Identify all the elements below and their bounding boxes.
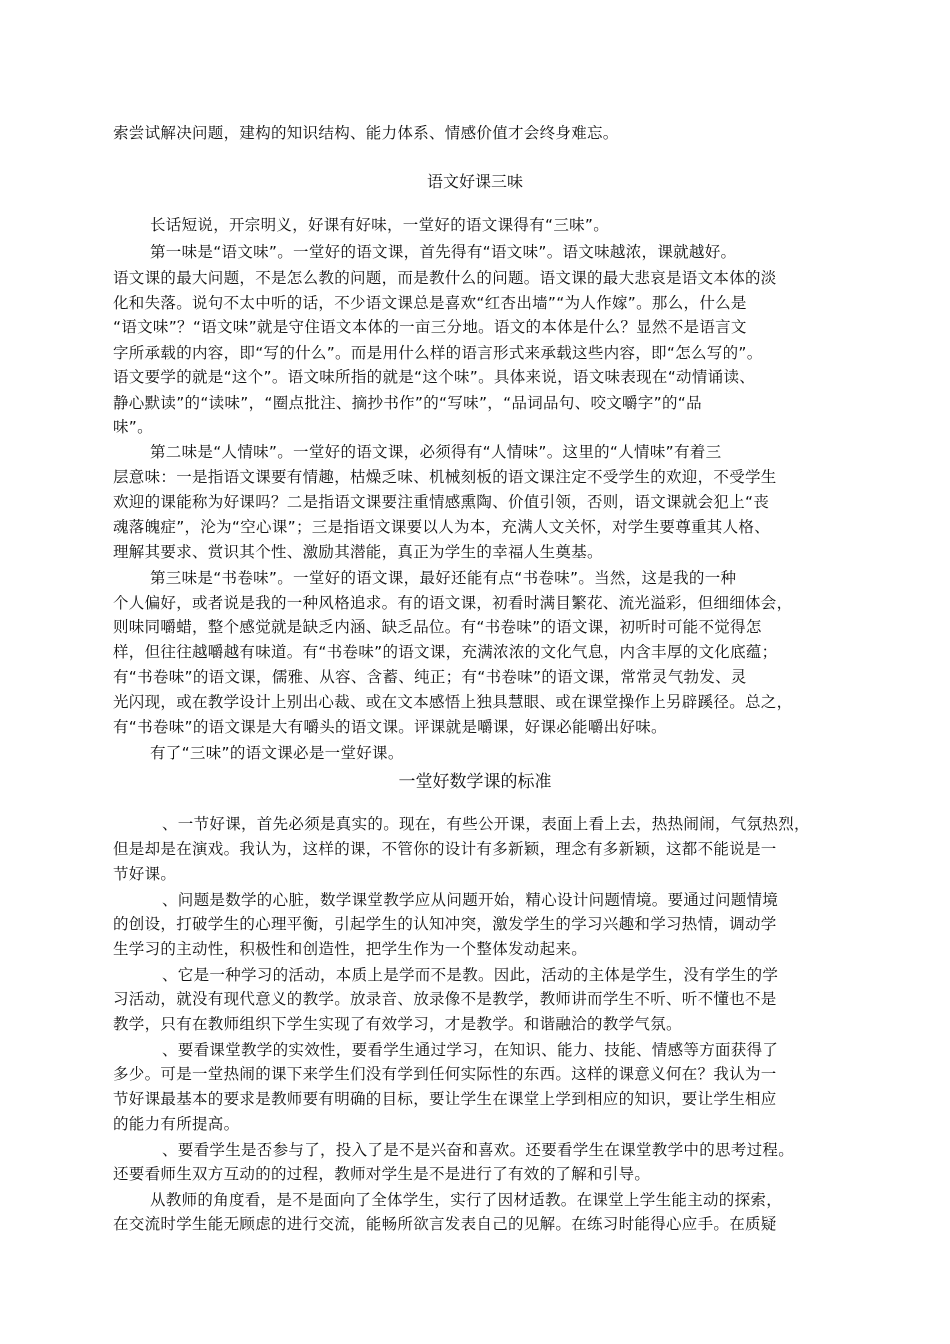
paragraph-line: 多少。可是一堂热闹的课下来学生们没有学到任何实际性的东西。这样的课意义何在？我认为一	[113, 1065, 777, 1083]
section-title-chinese: 语文好课三味	[426, 172, 523, 191]
paragraph-line: 、一节好课，首先必须是真实的。现在，有些公开课，表面上看上去，热热闹闹，气氛热烈，	[162, 815, 810, 833]
section-title-math: 一堂好数学课的标准	[398, 772, 552, 792]
paragraph-line: 还要看师生双方互动的的过程，教师对学生是不是进行了有效的了解和引导。	[113, 1165, 651, 1183]
paragraph-line: 静心默读”的“读味”，“圈点批注、摘抄书作”的“写味”，“品词品句、咬文嚼字”的“品	[113, 394, 702, 412]
paragraph-line: 、问题是数学的心脏，数学课堂教学应从问题开始，精心设计问题情境。要通过问题情境	[162, 891, 779, 909]
paragraph-line: 魂落魄症”，沦为“空心课”；三是指语文课要以人为本，充满人文关怀，对学生要尊重其人格、	[113, 518, 770, 536]
paragraph-line: 节好课。	[113, 865, 177, 883]
paragraph-line: 化和失落。说句不太中听的话，不少语文课总是喜欢“红杏出墙”“为人作嫁”。那么，什么是	[113, 294, 747, 312]
paragraph-line: 但是却是在演戏。我认为，这样的课，不管你的设计有多新颖，理念有多新颖，这都不能说是一	[113, 840, 777, 858]
paragraph-line: 理解其要求、赏识其个性、激励其潜能，真正为学生的幸福人生奠基。	[113, 543, 603, 561]
paragraph-line: 字所承载的内容，即“写的什么”。而是用什么样的语言形式来承载这些内容，即“怎么写的”。	[113, 344, 763, 362]
paragraph-line: 有“书卷味”的语文课，儒雅、从容、含蓄、纯正；有“书卷味”的语文课，常常灵气勃发、灵	[113, 668, 747, 686]
paragraph-line: 味”。	[113, 418, 153, 436]
paragraph-line: 在交流时学生能无顾虑的进行交流，能畅所欲言发表自己的见解。在练习时能得心应手。在质疑	[113, 1215, 777, 1233]
paragraph-line: 、它是一种学习的活动，本质上是学而不是教。因此，活动的主体是学生，没有学生的学	[162, 966, 779, 984]
paragraph-line: 层意味：一是指语文课要有情趣，枯燥乏味、机械刻板的语文课注定不受学生的欢迎，不受学生	[113, 468, 777, 486]
paragraph-line: 语文课的最大问题，不是怎么教的问题，而是教什么的问题。语文课的最大悲哀是语文本体的淡	[113, 269, 777, 287]
paragraph-line: 生学习的主动性，积极性和创造性，把学生作为一个整体发动起来。	[113, 940, 588, 958]
paragraph-line: 欢迎的课能称为好课吗？二是指语文课要注重情感熏陶、价值引领，否则，语文课就会犯上“丧	[113, 493, 770, 511]
paragraph-line: 光闪现，或在教学设计上别出心裁、或在文本感悟上独具慧眼、或在课堂操作上另辟蹊径。总之，	[113, 693, 793, 711]
paragraph-line: 则味同嚼蜡，整个感觉就是缺乏内涵、缺乏品位。有“书卷味”的语文课，初听时可能不觉得怎	[113, 618, 762, 636]
paragraph-line: 、要看课堂教学的实效性，要看学生通过学习，在知识、能力、技能、情感等方面获得了	[162, 1041, 779, 1059]
paragraph-line: 语文要学的就是“这个”。语文味所指的就是“这个味”。具体来说，语文味表现在“动情诵读、	[113, 368, 756, 386]
paragraph-line: 的能力有所提高。	[113, 1115, 240, 1133]
paragraph-line: 教学，只有在教师组织下学生实现了有效学习，才是教学。和谐融洽的教学气氛。	[113, 1015, 682, 1033]
paragraph-line: “语文味”？“语文味”就是守住语文本体的一亩三分地。语文的本体是什么？显然不是语言文	[113, 318, 747, 336]
paragraph-line: 的创设，打破学生的心理平衡，引起学生的认知冲突，激发学生的学习兴趣和学习热情，调动学	[113, 915, 777, 933]
paragraph-line: 从教师的角度看，是不是面向了全体学生，实行了因材适教。在课堂上学生能主动的探索，	[150, 1191, 783, 1209]
paragraph-line: 样，但往往越嚼越有味道。有“书卷味”的语文课，充满浓浓的文化气息，内含丰厚的文化底蕴；	[113, 643, 778, 661]
paragraph-line: 、要看学生是否参与了，投入了是不是兴奋和喜欢。还要看学生在课堂教学中的思考过程。	[162, 1141, 795, 1159]
paragraph-line: 有“书卷味”的语文课是大有嚼头的语文课。评课就是嚼课，好课必能嚼出好味。	[113, 718, 667, 736]
paragraph-line: 第三味是“书卷味”。一堂好的语文课，最好还能有点“书卷味”。当然，这是我的一种	[150, 569, 737, 587]
paragraph-line: 个人偏好，或者说是我的一种风格追求。有的语文课，初看时满目繁花、流光溢彩，但细细体会，	[113, 594, 793, 612]
paragraph-line: 有了“三味”的语文课必是一堂好课。	[150, 744, 404, 762]
paragraph-line: 习活动，就没有现代意义的教学。放录音、放录像不是教学，教师讲而学生不听、听不懂也不是	[113, 990, 777, 1008]
paragraph-line: 节好课最基本的要求是教师要有明确的目标，要让学生在课堂上学到相应的知识，要让学生相应	[113, 1090, 777, 1108]
intro-line: 索尝试解决问题，建构的知识结构、能力体系、情感价值才会终身难忘。	[113, 124, 619, 142]
paragraph-line: 第一味是“语文味”。一堂好的语文课，首先得有“语文味”。语文味越浓，课就越好。	[150, 243, 737, 261]
paragraph-line: 长话短说，开宗明义，好课有好味，一堂好的语文课得有“三味”。	[150, 216, 610, 234]
paragraph-line: 第二味是“人情味”。一堂好的语文课，必须得有“人情味”。这里的“人情味”有着三	[150, 443, 722, 461]
